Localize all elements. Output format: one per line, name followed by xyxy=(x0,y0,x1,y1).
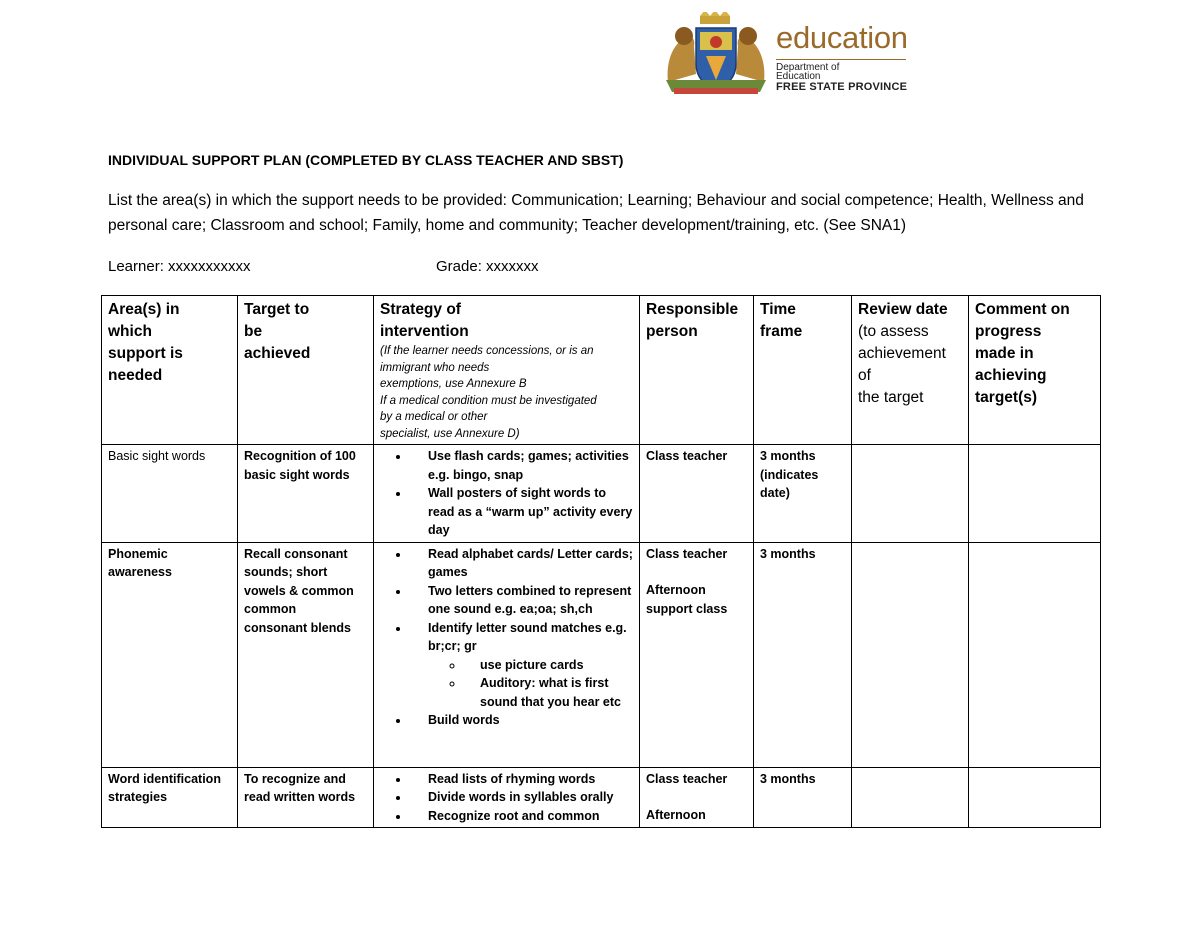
row2-target: Recall consonant sounds; short vowels & common common consonant blends xyxy=(238,542,374,767)
header-comment: Comment on progress made in achieving target(s) xyxy=(969,296,1101,445)
header-time: Time frame xyxy=(754,296,852,445)
header-review-title: Review date xyxy=(858,301,948,318)
row1-strategy xyxy=(374,445,640,543)
row1-target: Recognition of 100 basic sight words xyxy=(238,445,374,543)
header-target: Target to be achieved xyxy=(238,296,374,445)
row1-area: Basic sight words xyxy=(102,445,238,543)
row2-area: Phonemic awareness xyxy=(102,542,238,767)
logo-wordmark: education xyxy=(776,20,908,55)
logo-line-2: Education xyxy=(776,71,821,82)
learner-field: Learner: xxxxxxxxxxx xyxy=(108,258,251,275)
row2-comment xyxy=(969,542,1101,767)
header-strategy xyxy=(374,296,640,445)
row2-review xyxy=(852,542,969,767)
row2-time: 3 months xyxy=(754,542,852,767)
support-plan-table xyxy=(101,295,1101,828)
row3-strategy xyxy=(374,767,640,828)
row3-review xyxy=(852,767,969,828)
header-responsible: Responsible person xyxy=(640,296,754,445)
strategy-item: • Read lists of rhyming words xyxy=(410,770,633,789)
row1-comment xyxy=(969,445,1101,543)
strategy-item: • Use flash cards; games; activities e.g. bingo, snap xyxy=(410,447,633,484)
sub-strategy-item: ◦ use picture cards xyxy=(464,656,633,675)
intro-paragraph: List the area(s) in which the support needs to be provided: Communication; Learning; Behaviour and social competence; Health, Wellness and personal care; Classroom and school; Family, home and community; Teacher development/training, etc. (See SNA1) xyxy=(108,192,1084,234)
header-strategy-title: Strategy of intervention xyxy=(380,301,469,340)
strategy-item: • Recognize root and common xyxy=(410,807,633,826)
row3-responsible xyxy=(640,767,754,828)
department-logo xyxy=(660,12,920,102)
sub-strategy-item: ◦ Auditory: what is first sound that you hear etc xyxy=(464,674,633,711)
header-review-note: (to assess achievement of the target xyxy=(858,323,946,406)
strategy-item: • Two letters combined to represent one sound e.g. ea;oa; sh,ch xyxy=(410,582,633,619)
responsible-primary: Class teacher xyxy=(646,771,728,786)
row3-time: 3 months xyxy=(754,767,852,828)
row1-responsible: Class teacher xyxy=(640,445,754,543)
table-row xyxy=(102,542,1101,767)
logo-line-3: FREE STATE PROVINCE xyxy=(776,81,908,93)
row3-comment xyxy=(969,767,1101,828)
row2-responsible xyxy=(640,542,754,767)
responsible-secondary: Afternoon support class xyxy=(646,583,728,616)
document-title: INDIVIDUAL SUPPORT PLAN (COMPLETED BY CLASS TEACHER AND SBST) xyxy=(108,152,624,168)
row3-area: Word identification strategies xyxy=(102,767,238,828)
row3-target: To recognize and read written words xyxy=(238,767,374,828)
strategy-item: • Build words xyxy=(410,711,633,730)
header-review xyxy=(852,296,969,445)
strategy-item-text: Identify letter sound matches e.g. br;cr; gr xyxy=(428,620,627,653)
header-strategy-note: (If the learner needs concessions, or is an immigrant who needs exemptions, use Annexure B If a medical condition must be investigated by a medical or other specialist, use Annexure D) xyxy=(380,345,597,440)
logo-divider xyxy=(776,59,906,60)
table-header-row xyxy=(102,296,1101,445)
table-row xyxy=(102,445,1101,543)
logo-line-1: Department of xyxy=(776,62,840,73)
strategy-item xyxy=(410,619,633,712)
coat-of-arms-icon xyxy=(660,12,772,102)
strategy-item: • Wall posters of sight words to read as a “warm up” activity every day xyxy=(410,484,633,540)
row1-time: 3 months (indicates date) xyxy=(754,445,852,543)
strategy-item: • Divide words in syllables orally xyxy=(410,788,633,807)
row2-strategy xyxy=(374,542,640,767)
strategy-item: • Read alphabet cards/ Letter cards; games xyxy=(410,545,633,582)
header-area: Area(s) in which support is needed xyxy=(102,296,238,445)
row1-review xyxy=(852,445,969,543)
grade-field: Grade: xxxxxxx xyxy=(436,258,539,275)
responsible-primary: Class teacher xyxy=(646,546,728,561)
responsible-secondary: Afternoon xyxy=(646,808,706,822)
table-row xyxy=(102,767,1101,828)
